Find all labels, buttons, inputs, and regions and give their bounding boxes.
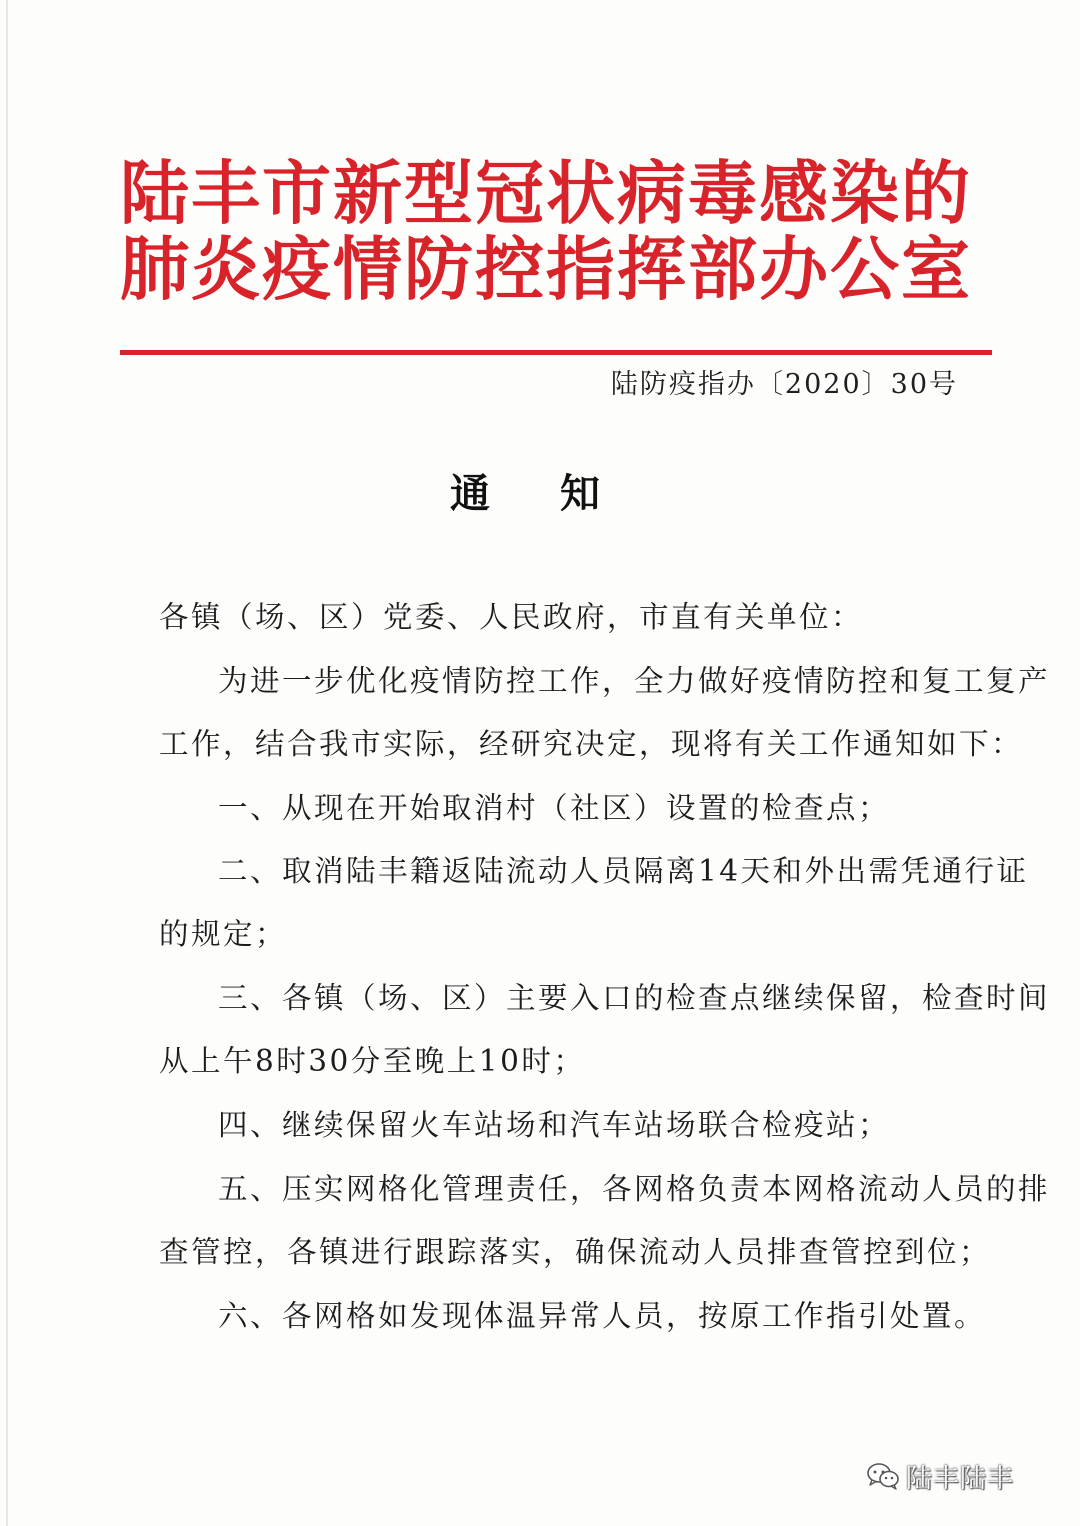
issuer-title-line-2: 肺炎疫情防控指挥部办公室 — [120, 230, 972, 310]
notice-title: 通知 — [450, 471, 670, 517]
item-6: 六、各网格如发现体温异常人员，按原工作指引处置。 — [218, 1299, 987, 1333]
item-5-line-1: 五、压实网格化管理责任，各网格负责本网格流动人员的排 — [218, 1172, 1051, 1206]
watermark-text: 陆丰陆丰 — [906, 1463, 1015, 1494]
item-3-line-1: 三、各镇（场、区）主要入口的检查点继续保留，检查时间 — [218, 981, 1051, 1015]
wechat-watermark — [866, 1456, 1014, 1496]
item-2-line-2: 的规定； — [159, 917, 288, 951]
item-1: 一、从现在开始取消村（社区）设置的检查点； — [218, 791, 891, 825]
item-3-line-2: 从上午8时30分至晚上10时； — [159, 1044, 586, 1078]
document-number: 陆防疫指办〔2020〕30号 — [610, 369, 958, 400]
wechat-icon — [866, 1462, 900, 1490]
item-4: 四、继续保留火车站场和汽车站场联合检疫站； — [218, 1108, 891, 1142]
item-2-line-1: 二、取消陆丰籍返陆流动人员隔离14天和外出需凭通行证 — [218, 854, 1029, 888]
salutation: 各镇（场、区）党委、人民政府，市直有关单位： — [159, 600, 864, 634]
red-header-rule — [120, 350, 992, 355]
item-5-line-2: 查管控，各镇进行跟踪落实，确保流动人员排查管控到位； — [159, 1235, 992, 1269]
intro-line-1: 为进一步优化疫情防控工作，全力做好疫情防控和复工复产 — [218, 664, 1051, 698]
intro-line-2: 工作，结合我市实际，经研究决定，现将有关工作通知如下： — [159, 727, 1024, 761]
page-edge — [6, 0, 8, 1526]
issuer-title-line-1: 陆丰市新型冠状病毒感染的 — [120, 154, 972, 234]
